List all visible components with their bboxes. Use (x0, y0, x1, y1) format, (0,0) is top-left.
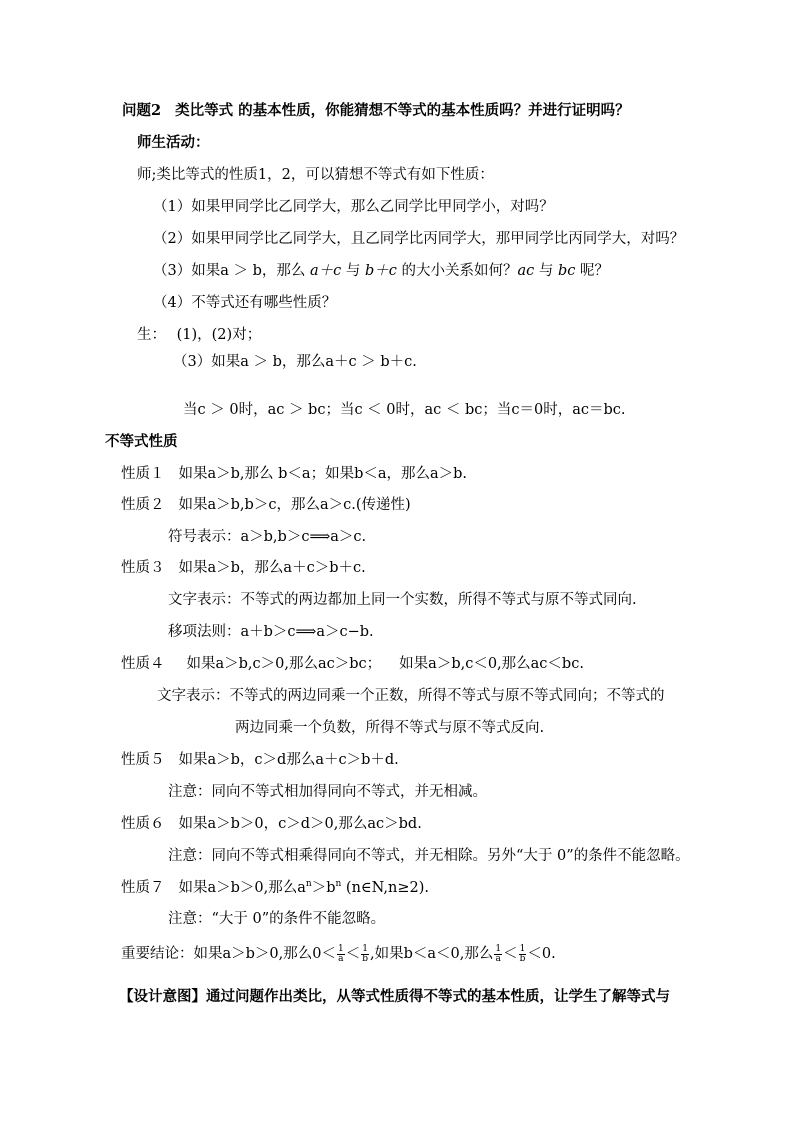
property-1-label: 性质１ (121, 466, 165, 482)
conclusion-text-3: ,如果b＜a＜0,那么 (370, 946, 494, 962)
property-4-words-2: 两边同乘一个负数，所得不等式与原不等式反向. (235, 720, 545, 736)
fraction-1-over-a (494, 945, 502, 964)
activity-title: 师生活动： (137, 134, 210, 151)
property-2 (121, 495, 411, 515)
question-item-2: （2）如果甲同学比乙同学大，且乙同学比丙同学大，那甲同学比丙同学大，对吗？ (153, 231, 685, 247)
property-1-text: 如果a＞b,那么 b＜a；如果b＜a，那么a＞b. (178, 466, 468, 482)
q3-text-5: 呢？ (575, 263, 609, 279)
property-2-symbol: 符号表示：a＞b,b＞c⟹a＞c. (168, 529, 367, 545)
property-7-mid: ＞b (311, 880, 336, 896)
conclusion-text-2: ＜ (345, 946, 361, 962)
design-intent-label: 【设计意图】 (119, 988, 206, 1005)
property-3 (121, 558, 366, 578)
property-4 (121, 654, 584, 674)
question-2-text: 类比等式 的基本性质，你能猜想不等式的基本性质吗？并进行证明吗？ (175, 102, 630, 119)
property-6-text: 如果a＞b＞0，c＞d＞0,那么ac＞bd. (178, 816, 422, 832)
fraction-denominator: a (338, 953, 344, 964)
q3-text-3: 的大小关系如何？ (396, 263, 518, 279)
q3-text-2: 与 (341, 263, 365, 279)
property-3-transfer-rule: 移项法则：a＋b＞c⟹a＞c−b. (168, 624, 374, 640)
important-conclusion (121, 944, 556, 964)
property-5-text: 如果a＞b，c＞d那么a＋c＞b＋d. (178, 752, 399, 768)
student-answer-1: (1)，(2)对； (176, 327, 262, 343)
property-4-label: 性质４ (121, 656, 165, 672)
cases-line: 当c ＞ 0时，ac ＞ bc；当c ＜ 0时，ac ＜ bc；当c＝0时，ac＝bc. (183, 402, 626, 418)
section-title: 不等式性质 (105, 433, 178, 450)
property-6-note: 注意：同向不等式相乘得同向不等式，并无相除。另外“大于 0”的条件不能忽略。 (168, 848, 690, 864)
property-7-note: 注意：“大于 0”的条件不能忽略。 (168, 911, 386, 927)
question-2-line (122, 101, 630, 121)
property-7-label: 性质７ (121, 880, 165, 896)
fraction-denominator: a (495, 953, 501, 964)
property-4-words-1: 文字表示：不等式的两边同乘一个正数，所得不等式与原不等式同向；不等式的 (157, 688, 665, 704)
q3-expr-3: ac (517, 263, 535, 279)
property-2-label: 性质２ (121, 497, 165, 513)
question-item-3 (153, 261, 609, 281)
q3-expr-4: bc (557, 263, 576, 279)
fraction-1-over-b (519, 945, 527, 964)
property-5-label: 性质５ (121, 752, 165, 768)
property-5-note: 注意：同向不等式相加得同向不等式，并无相减。 (168, 784, 487, 800)
fraction-numerator: 1 (495, 943, 502, 954)
exponent-n-2: n (335, 879, 342, 889)
question-2-label: 问题2 (122, 102, 162, 119)
property-7-post: (n∈N,n≥2). (341, 880, 429, 896)
fraction-denominator: b (362, 953, 368, 964)
property-1 (121, 464, 467, 484)
conclusion-text-4: ＜ (503, 946, 518, 962)
conclusion-text-1: 重要结论：如果a＞b＞0,那么0＜ (121, 946, 336, 962)
design-intent-text: 通过问题作出类比，从等式性质得不等式的基本性质，让学生了解等式与 (206, 988, 670, 1005)
q3-expr-2: b＋c (364, 263, 397, 279)
fraction-numerator: 1 (519, 943, 526, 954)
property-3-label: 性质３ (121, 560, 165, 576)
property-6 (121, 814, 422, 834)
fraction-1-over-a (337, 945, 345, 964)
exponent-n-1: n (305, 879, 312, 889)
fraction-numerator: 1 (338, 943, 344, 954)
property-5 (121, 750, 399, 770)
property-2-text: 如果a＞b,b＞c，那么a＞c.(传递性) (178, 497, 411, 513)
conclusion-text-5: ＜0. (527, 946, 556, 962)
property-3-words: 文字表示：不等式的两边都加上同一个实数，所得不等式与原不等式同向. (168, 592, 637, 608)
property-3-text: 如果a＞b，那么a＋c＞b＋c. (178, 560, 366, 576)
property-4-text-a: 如果a＞b,c＞0,那么ac＞bc； (186, 656, 382, 672)
design-intent (119, 987, 670, 1007)
fraction-1-over-b (361, 945, 369, 964)
question-item-4: （4）不等式还有哪些性质？ (153, 295, 337, 311)
property-7 (121, 878, 429, 898)
q3-text-4: 与 (534, 263, 558, 279)
property-4-text-b: 如果a＞b,c＜0,那么ac＜bc. (399, 656, 584, 672)
q3-text-1: （3）如果a ＞ b，那么 (153, 263, 310, 279)
property-7-pre: 如果a＞b＞0,那么a (178, 880, 306, 896)
question-item-1: （1）如果甲同学比乙同学大，那么乙同学比甲同学小，对吗？ (153, 199, 554, 215)
q3-expr-1: a＋c (309, 263, 342, 279)
teacher-line: 师;类比等式的性质1，2，可以猜想不等式有如下性质： (137, 167, 494, 183)
student-line-2: （3）如果a ＞ b，那么a＋c ＞ b＋c. (173, 354, 417, 370)
property-6-label: 性质６ (121, 816, 165, 832)
fraction-numerator: 1 (362, 943, 368, 954)
student-label: 生： (137, 327, 166, 343)
student-line-1 (137, 325, 261, 345)
fraction-denominator: b (519, 953, 526, 964)
